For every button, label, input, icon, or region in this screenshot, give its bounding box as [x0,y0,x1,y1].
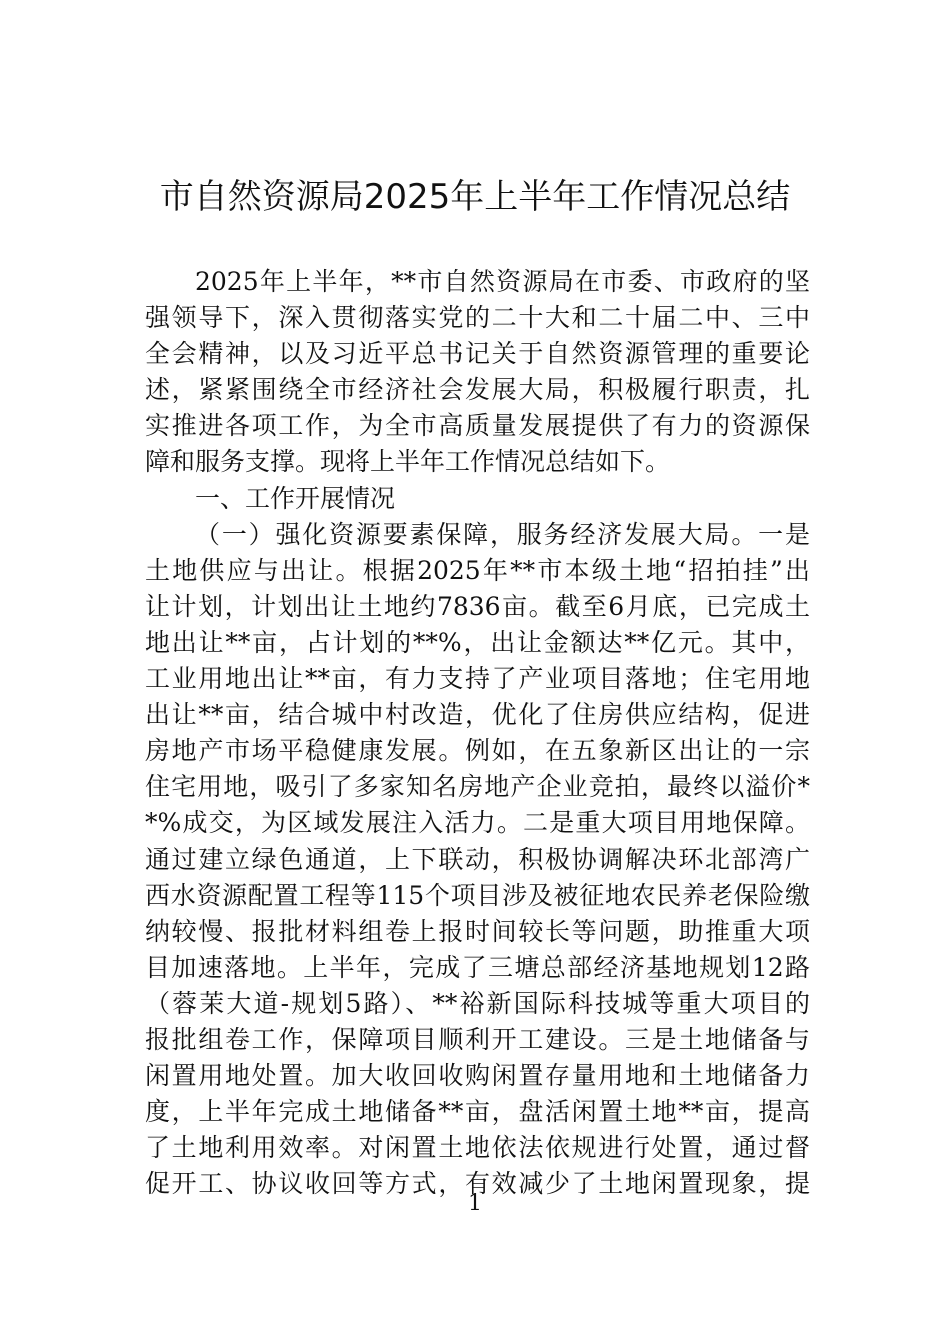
paragraph-line: （蓉茉大道-规划5路）、**裕新国际科技城等重大项目的 [145,988,810,1018]
paragraph-line: 地出让**亩，占计划的**%，出让金额达**亿元。其中， [145,627,810,657]
paragraph-line: 述，紧紧围绕全市经济社会发展大局，积极履行职责，扎 [145,375,810,405]
page-number: 1 [468,1191,482,1216]
paragraph-line: 纳较慢、报批材料组卷上报时间较长等问题，助推重大项 [145,916,810,946]
paragraph-line: 房地产市场平稳健康发展。例如，在五象新区出让的一宗 [145,736,810,766]
paragraph-line: 闲置用地处置。加大收回收购闲置存量用地和土地储备力 [145,1061,810,1091]
paragraph-line: 2025年上半年，**市自然资源局在市委、市政府的坚 [195,267,810,296]
paragraph-line: 土地供应与出让。根据2025年**市本级土地“招拍挂”出 [145,555,810,585]
paragraph-line: 度，上半年完成土地储备**亩，盘活闲置土地**亩，提高 [145,1097,810,1127]
paragraph-line: 促开工、协议收回等方式，有效减少了土地闲置现象，提 [145,1169,810,1199]
paragraph-line: 工业用地出让**亩，有力支持了产业项目落地；住宅用地 [145,664,810,694]
paragraph-line: 全会精神，以及习近平总书记关于自然资源管理的重要论 [145,339,810,369]
paragraph-line: 西水资源配置工程等115个项目涉及被征地农民养老保险缴 [145,880,810,910]
document-title: 市自然资源局2025年上半年工作情况总结 [159,177,791,217]
paragraph-line: *%成交，为区域发展注入活力。二是重大项目用地保障。 [145,808,810,838]
paragraph-line: 强领导下，深入贯彻落实党的二十大和二十届二中、三中 [145,303,810,333]
paragraph-line: 让计划，计划出让土地约7836亩。截至6月底，已完成土 [145,591,810,621]
paragraph-line: 了土地利用效率。对闲置土地依法依规进行处置，通过督 [145,1133,810,1163]
paragraph-line: 住宅用地，吸引了多家知名房地产企业竞拍，最终以溢价* [145,772,810,802]
paragraph-line: （一）强化资源要素保障，服务经济发展大局。一是 [195,519,810,549]
paragraph-line: 出让**亩，结合城中村改造，优化了住房供应结构，促进 [145,700,810,730]
paragraph-line: 报批组卷工作，保障项目顺利开工建设。三是土地储备与 [145,1024,810,1054]
paragraph-line: 目加速落地。上半年，完成了三塘总部经济基地规划12路 [145,952,810,982]
paragraph-line: 实推进各项工作，为全市高质量发展提供了有力的资源保 [145,411,810,441]
paragraph-line: 障和服务支撑。现将上半年工作情况总结如下。 [145,447,671,477]
paragraph-line: 通过建立绿色通道，上下联动，积极协调解决环北部湾广 [145,844,810,874]
section-heading: 一、工作开展情况 [195,483,396,513]
document-body [145,264,810,1202]
